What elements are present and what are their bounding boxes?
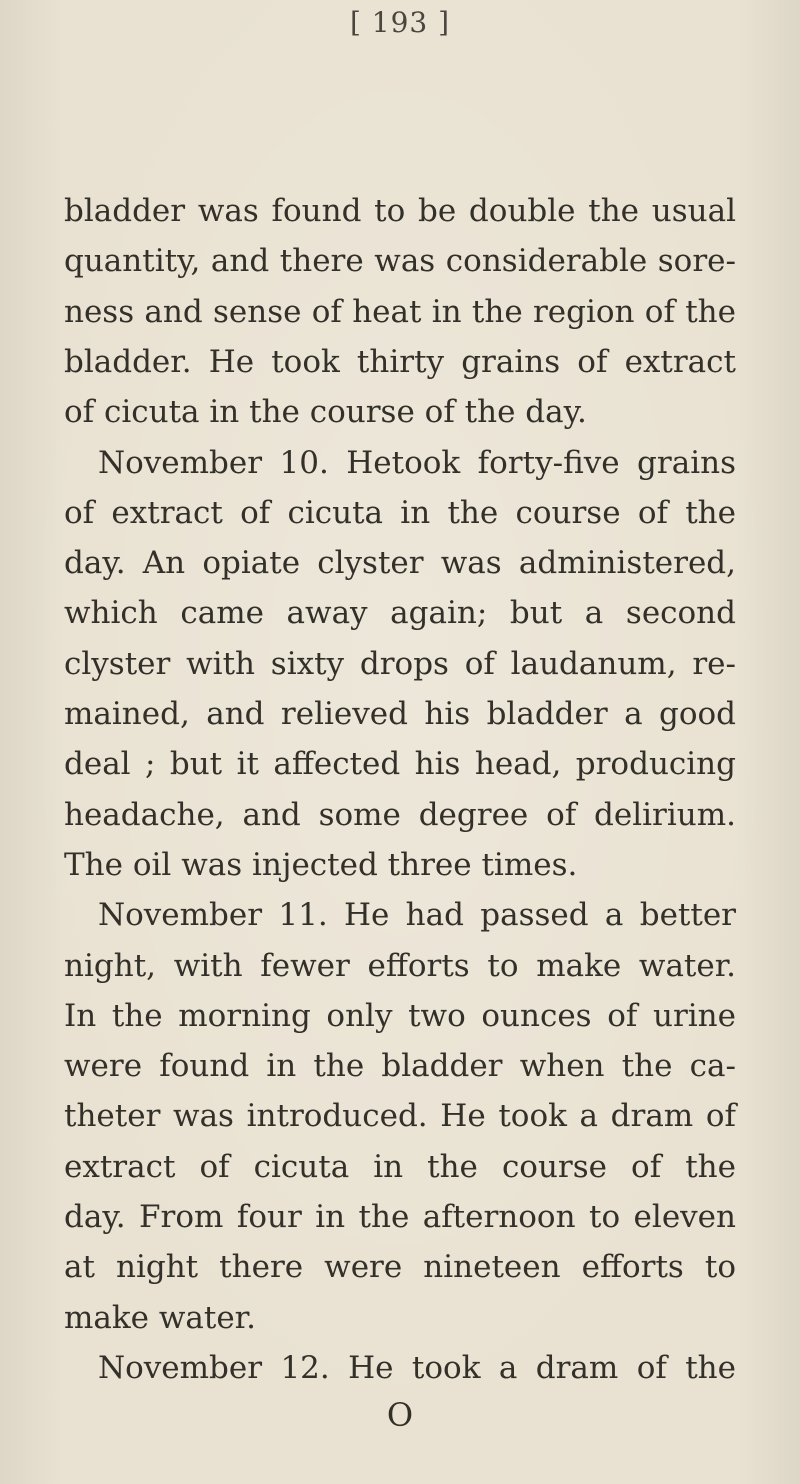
page-number: [ 193 ] bbox=[349, 6, 451, 39]
text-line: quantity, and there was considerable sore- bbox=[64, 243, 736, 279]
text-line: The oil was injected three times. bbox=[64, 847, 578, 883]
text-line: at night there were nineteen efforts to bbox=[64, 1249, 736, 1285]
text-line: which came away again; but a second bbox=[64, 595, 736, 631]
text-line: headache, and some degree of delirium. bbox=[64, 797, 736, 833]
text-line: make water. bbox=[64, 1300, 256, 1336]
text-line: mained, and relieved his bladder a good bbox=[64, 696, 736, 732]
text-line: ness and sense of heat in the region of the bbox=[64, 294, 736, 330]
text-line: of extract of cicuta in the course of the bbox=[64, 495, 736, 531]
text-line: day. An opiate clyster was administered, bbox=[64, 545, 736, 581]
signature-mark: O bbox=[386, 1396, 414, 1434]
text-line: clyster with sixty drops of laudanum, re- bbox=[64, 646, 736, 682]
text-line: night, with fewer efforts to make water. bbox=[64, 948, 736, 984]
text-line: bladder was found to be double the usual bbox=[64, 193, 736, 229]
text-line: day. From four in the afternoon to eleven bbox=[64, 1199, 736, 1235]
text-line: bladder. He took thirty grains of extract bbox=[64, 344, 736, 380]
text-line: November 12. He took a dram of the bbox=[98, 1350, 736, 1386]
text-line: November 10. Hetook forty-five grains bbox=[98, 445, 736, 481]
text-line: of cicuta in the course of the day. bbox=[64, 394, 587, 430]
text-line: were found in the bladder when the ca- bbox=[64, 1048, 736, 1084]
text-line: extract of cicuta in the course of the bbox=[64, 1149, 736, 1185]
text-line: theter was introduced. He took a dram of bbox=[64, 1098, 736, 1134]
text-line: November 11. He had passed a better bbox=[98, 897, 736, 933]
text-line: In the morning only two ounces of urine bbox=[64, 998, 736, 1034]
text-line: deal ; but it affected his head, producing bbox=[64, 746, 736, 782]
